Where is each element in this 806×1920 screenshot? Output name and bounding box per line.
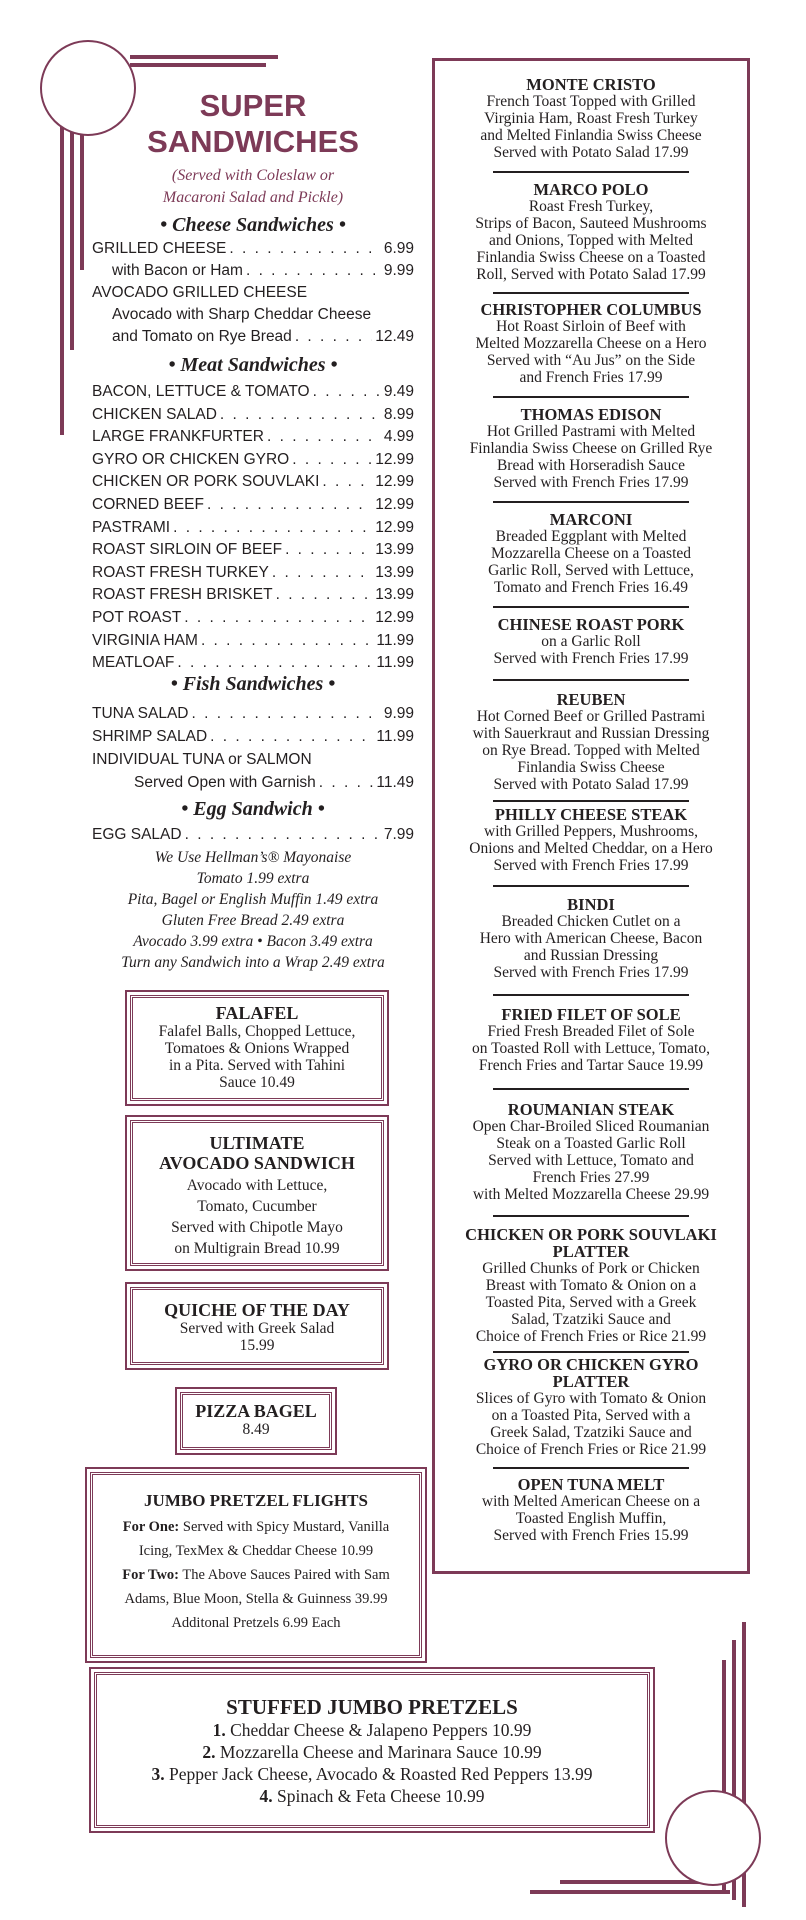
item-name: ROAST SIRLOIN OF BEEF [92, 541, 283, 559]
special-item [435, 896, 747, 981]
special-item [435, 181, 747, 283]
flight-for-two-line-1 [93, 1563, 419, 1587]
special-desc-line: Greek Salad, Tzatziki Sauce and [490, 1424, 692, 1441]
special-desc-line: on Toasted Roll with Lettuce, Tomato, [472, 1040, 710, 1057]
special-divider [493, 1215, 689, 1217]
special-desc-line: Open Char-Broiled Sliced Roumanian [472, 1118, 710, 1135]
top-left-deco-bar-1 [130, 55, 278, 59]
menu-item-row [92, 652, 414, 674]
item-number: 2. [202, 1742, 216, 1762]
pretzel-flights-title: JUMBO PRETZEL FLIGHTS [144, 1491, 368, 1510]
special-title [435, 1476, 747, 1493]
special-item [435, 806, 747, 874]
item-price: 9.99 [383, 262, 414, 279]
avocado-box-title-1: ULTIMATE [209, 1133, 305, 1153]
item-price: 12.99 [375, 496, 414, 513]
item-name: VIRGINIA HAM [92, 631, 198, 649]
for-one-label: For One: [122, 1519, 180, 1535]
special-title [435, 1356, 747, 1390]
item-price: 12.49 [375, 328, 414, 345]
special-title-line: REUBEN [556, 690, 626, 709]
item-number: 3. [151, 1764, 165, 1784]
special-title-line: THOMAS EDISON [520, 405, 662, 424]
special-desc-line: Hot Roast Sirloin of Beef with [496, 318, 686, 335]
title-line-1: SUPER [199, 88, 307, 123]
special-desc-line: Salad, Tzatziki Sauce and [511, 1311, 671, 1328]
extra-note: Turn any Sandwich into a Wrap 2.49 extra [121, 954, 385, 971]
avocado-box-line: on Multigrain Bread 10.99 [174, 1240, 340, 1257]
item-price: 12.99 [375, 450, 414, 468]
stuffed-pretzel-item [97, 1719, 647, 1741]
special-divider [493, 1351, 689, 1353]
stuffed-pretzel-item [97, 1741, 647, 1763]
flight-for-one-line-1 [93, 1515, 419, 1539]
menu-item-row [92, 726, 414, 748]
menu-item-row [92, 449, 414, 471]
pizza-bagel-title: PIZZA BAGEL [195, 1401, 317, 1421]
menu-item-row [92, 381, 414, 403]
special-desc-line: Mozzarella Cheese on a Toasted [490, 545, 692, 562]
special-desc-line: with Melted American Cheese on a [481, 1493, 701, 1510]
special-item [435, 691, 747, 793]
special-desc-line: Grilled Chunks of Pork or Chicken [482, 1260, 700, 1277]
item-text: Spinach & Feta Cheese 10.99 [272, 1786, 485, 1806]
stuffed-pretzel-item [97, 1785, 647, 1807]
special-desc-line: Served with Potato Salad 17.99 [493, 144, 689, 161]
special-title-line: ROUMANIAN STEAK [507, 1100, 675, 1119]
subtitle-line-1: (Served with Coleslaw or [171, 167, 335, 184]
stuffed-pretzel-item [97, 1763, 647, 1785]
special-divider [493, 800, 689, 802]
stuffed-pretzels-box [94, 1672, 650, 1828]
special-item [435, 406, 747, 491]
item-name: CHICKEN SALAD [92, 405, 217, 423]
pretzel-flights-box [90, 1472, 422, 1658]
flight-for-one-line-2: Icing, TexMex & Cheddar Cheese 10.99 [138, 1543, 374, 1559]
menu-item-row [92, 630, 414, 652]
item-name: MEATLOAF [92, 654, 175, 672]
special-desc-line: Tomato and French Fries 16.49 [494, 579, 688, 596]
special-item [435, 76, 747, 161]
avocado-grilled-cheese-name: AVOCADO GRILLED CHEESE [92, 284, 308, 301]
special-title-line: FRIED FILET OF SOLE [501, 1005, 681, 1024]
special-divider [493, 606, 689, 608]
egg-heading: • Egg Sandwich • [181, 798, 325, 820]
item-number: 4. [259, 1786, 273, 1806]
special-desc-line: Choice of French Fries or Rice 21.99 [475, 1441, 707, 1458]
item-name: POT ROAST [92, 609, 182, 626]
special-title [435, 511, 747, 528]
special-item [435, 1476, 747, 1544]
special-desc-line: Garlic Roll, Served with Lettuce, [488, 562, 694, 579]
ultimate-avocado-box [130, 1120, 384, 1266]
special-desc-line: Finlandia Swiss Cheese on a Toasted [476, 249, 706, 266]
item-name: GYRO OR CHICKEN GYRO [92, 450, 290, 468]
special-title-line: MONTE CRISTO [526, 75, 656, 94]
item-price: 11.99 [376, 728, 414, 745]
special-desc-line: Melted Mozzarella Cheese on a Hero [475, 335, 707, 352]
item-text: Pepper Jack Cheese, Avocado & Roasted Red Peppers 13.99 [164, 1764, 593, 1784]
item-name: TUNA SALAD [92, 705, 189, 722]
individual-tuna-name: INDIVIDUAL TUNA or SALMON [92, 751, 312, 768]
special-divider [493, 1467, 689, 1469]
special-divider [493, 1088, 689, 1090]
quiche-line: Served with Greek Salad [179, 1320, 335, 1337]
special-title-line: MARCONI [549, 510, 633, 529]
menu-item-row [92, 238, 414, 260]
special-desc-line: on a Garlic Roll [541, 633, 641, 650]
special-title [435, 301, 747, 318]
top-left-deco-bar-2 [130, 63, 266, 67]
meat-heading: • Meat Sandwiches • [168, 354, 338, 376]
for-two-label: For Two: [122, 1567, 180, 1583]
item-name: with Bacon or Ham [112, 262, 243, 279]
special-title-line: CHRISTOPHER COLUMBUS [480, 300, 702, 319]
menu-item-row [92, 584, 414, 606]
item-price: 4.99 [383, 428, 414, 446]
special-divider [493, 396, 689, 398]
special-desc-line: Toasted English Muffin, [515, 1510, 667, 1527]
special-title [435, 181, 747, 198]
special-divider [493, 501, 689, 503]
menu-item-row [92, 404, 414, 426]
menu-item-row [92, 824, 414, 846]
avocado-box-title-2: AVOCADO SANDWICH [159, 1153, 355, 1173]
special-title-line: PLATTER [552, 1372, 630, 1391]
special-desc-line: Breaded Eggplant with Melted [495, 528, 687, 545]
specials-panel [432, 58, 750, 1574]
special-desc-line: Virginia Ham, Roast Fresh Turkey [484, 110, 698, 127]
item-name: GRILLED CHEESE [92, 240, 227, 257]
item-text: Mozzarella Cheese and Marinara Sauce 10.99 [215, 1742, 542, 1762]
menu-item-row [112, 326, 414, 348]
item-price: 6.99 [383, 240, 414, 257]
special-desc-line: Breast with Tomato & Onion on a [485, 1277, 697, 1294]
special-item [435, 1006, 747, 1074]
special-desc-line: French Toast Topped with Grilled [486, 93, 696, 110]
special-divider [493, 994, 689, 996]
special-desc-line: Onions and Melted Cheddar, on a Hero [469, 840, 713, 857]
extra-note: Avocado 3.99 extra • Bacon 3.49 extra [133, 933, 373, 950]
item-number: 1. [212, 1720, 226, 1740]
special-title [435, 616, 747, 633]
item-text: Cheddar Cheese & Jalapeno Peppers 10.99 [225, 1720, 532, 1740]
special-desc-line: Served with French Fries 17.99 [493, 857, 689, 874]
avocado-box-line: Tomato, Cucumber [197, 1198, 317, 1215]
special-desc-line: Hot Grilled Pastrami with Melted [486, 423, 696, 440]
item-price: 13.99 [375, 563, 414, 581]
avocado-box-line: Avocado with Lettuce, [186, 1177, 328, 1194]
item-price: 12.99 [375, 518, 414, 536]
special-title-line: MARCO POLO [533, 180, 649, 199]
special-title [435, 1226, 747, 1260]
special-desc-line: Slices of Gyro with Tomato & Onion [475, 1390, 707, 1407]
pizza-bagel-price: 8.49 [242, 1421, 270, 1438]
menu-item-row [92, 703, 414, 725]
falafel-box [130, 995, 384, 1101]
item-price: 11.49 [376, 774, 414, 791]
item-price: 12.99 [375, 473, 414, 491]
menu-item-row [92, 539, 414, 561]
menu-item-row [92, 426, 414, 448]
special-title-line: BINDI [567, 895, 615, 914]
special-desc-line: with Grilled Peppers, Mushrooms, [484, 823, 698, 840]
special-desc-line: Fried Fresh Breaded Filet of Sole [487, 1023, 695, 1040]
menu-item-row [134, 772, 414, 794]
special-desc-line: and French Fries 17.99 [519, 369, 663, 386]
quiche-title: QUICHE OF THE DAY [164, 1300, 350, 1320]
menu-item-row [92, 607, 414, 629]
special-divider [493, 292, 689, 294]
special-desc-line: Served with “Au Jus” on the Side [486, 352, 696, 369]
special-desc-line: and Russian Dressing [523, 947, 659, 964]
special-desc-line: Served with French Fries 17.99 [493, 474, 689, 491]
title-line-2: SANDWICHES [147, 124, 359, 159]
item-price: 11.99 [376, 654, 414, 672]
special-item [435, 511, 747, 596]
special-desc-line: Toasted Pita, Served with a Greek [485, 1294, 697, 1311]
special-desc-line: Served with French Fries 17.99 [493, 964, 689, 981]
special-desc-line: Steak on a Toasted Garlic Roll [496, 1135, 686, 1152]
flight-for-two-line-2: Adams, Blue Moon, Stella & Guinness 39.99 [124, 1591, 388, 1607]
special-title-line: GYRO OR CHICKEN GYRO [483, 1355, 699, 1374]
special-title [435, 1006, 747, 1023]
special-desc-line: Served with Potato Salad 17.99 [493, 776, 689, 793]
item-name: SHRIMP SALAD [92, 728, 208, 745]
quiche-price: 15.99 [239, 1337, 275, 1354]
fish-heading: • Fish Sandwiches • [170, 673, 336, 695]
special-item [435, 616, 747, 667]
menu-item-row [92, 517, 414, 539]
special-title [435, 691, 747, 708]
special-desc-line: Hot Corned Beef or Grilled Pastrami [476, 708, 706, 725]
avocado-grilled-cheese-desc: Avocado with Sharp Cheddar Cheese [112, 306, 372, 323]
menu-item-row [92, 562, 414, 584]
item-price: 8.99 [383, 405, 414, 423]
special-desc-line: on a Toasted Pita, Served with a [491, 1407, 691, 1424]
special-title-line: PHILLY CHEESE STEAK [494, 805, 688, 824]
special-title [435, 76, 747, 93]
item-name: EGG SALAD [92, 826, 182, 843]
extra-note: Tomato 1.99 extra [196, 870, 310, 887]
cheese-heading: • Cheese Sandwiches • [160, 214, 346, 236]
special-desc-line: Finlandia Swiss Cheese [517, 759, 665, 776]
item-name: LARGE FRANKFURTER [92, 428, 264, 446]
menu-item-row [112, 260, 414, 282]
menu-item-row [92, 471, 414, 493]
falafel-line: in a Pita. Served with Tahini [169, 1057, 345, 1074]
special-desc-line: with Sauerkraut and Russian Dressing [472, 725, 710, 742]
item-price: 13.99 [375, 541, 414, 559]
for-one-text: Served with Spicy Mustard, Vanilla [179, 1519, 390, 1535]
special-desc-line: Served with Lettuce, Tomato and [488, 1152, 694, 1169]
special-desc-line: French Fries and Tartar Sauce 19.99 [478, 1057, 704, 1074]
item-price: 9.99 [383, 705, 414, 722]
item-price: 7.99 [383, 826, 414, 843]
for-two-text: The Above Sauces Paired with Sam [179, 1567, 390, 1583]
special-title [435, 806, 747, 823]
item-price: 13.99 [375, 586, 414, 604]
special-title [435, 406, 747, 423]
special-desc-line: French Fries 27.99 [532, 1169, 650, 1186]
special-item [435, 301, 747, 386]
special-desc-line: on Rye Bread. Topped with Melted [482, 742, 700, 759]
special-desc-line: Served with French Fries 15.99 [493, 1527, 689, 1544]
falafel-line: Tomatoes & Onions Wrapped [164, 1040, 350, 1057]
item-name: CORNED BEEF [92, 496, 204, 513]
extra-note: Pita, Bagel or English Muffin 1.49 extra [127, 891, 379, 908]
special-title-line: CHICKEN OR PORK SOUVLAKI [465, 1225, 717, 1244]
special-desc-line: Served with French Fries 17.99 [493, 650, 689, 667]
stuffed-pretzels-title: STUFFED JUMBO PRETZELS [226, 1695, 518, 1719]
special-divider [493, 885, 689, 887]
item-price: 9.49 [383, 383, 414, 400]
special-desc-line: Strips of Bacon, Sauteed Mushrooms [475, 215, 707, 232]
special-title [435, 896, 747, 913]
item-desc: Served Open with Garnish [134, 774, 316, 791]
mayo-note: We Use Hellman’s® Mayonaise [154, 849, 352, 866]
additional-pretzels: Additonal Pretzels 6.99 Each [171, 1615, 341, 1631]
bottom-right-deco-bar-4 [530, 1890, 730, 1894]
special-desc-line: Roll, Served with Potato Salad 17.99 [476, 266, 706, 283]
extra-note: Gluten Free Bread 2.49 extra [161, 912, 345, 929]
item-name: ROAST FRESH TURKEY [92, 563, 269, 581]
special-desc-line: Roast Fresh Turkey, [528, 198, 654, 215]
falafel-line: Sauce 10.49 [219, 1074, 295, 1091]
pizza-bagel-box [180, 1392, 332, 1450]
special-title-line: PLATTER [552, 1242, 630, 1261]
special-desc-line: and Onions, Topped with Melted [489, 232, 693, 249]
special-desc-line: Hero with American Cheese, Bacon [479, 930, 703, 947]
quiche-box [130, 1287, 384, 1365]
item-name: ROAST FRESH BRISKET [92, 586, 273, 604]
falafel-title: FALAFEL [215, 1003, 299, 1023]
item-name: BACON, LETTUCE & TOMATO [92, 383, 310, 400]
special-desc-line: Bread with Horseradish Sauce [496, 457, 686, 474]
menu-title [0, 88, 506, 160]
special-item [435, 1356, 747, 1458]
special-title-line: CHINESE ROAST PORK [497, 615, 685, 634]
special-desc-line: Finlandia Swiss Cheese on Grilled Rye [469, 440, 713, 457]
item-price: 12.99 [375, 609, 414, 626]
special-divider [493, 679, 689, 681]
item-name: CHICKEN OR PORK SOUVLAKI [92, 473, 320, 491]
special-desc-line: and Melted Finlandia Swiss Cheese [480, 127, 702, 144]
subtitle-line-2: Macaroni Salad and Pickle) [162, 189, 344, 206]
item-name: PASTRAMI [92, 518, 171, 536]
bottom-right-deco-circle [665, 1790, 761, 1886]
item-price: 11.99 [376, 631, 414, 649]
menu-item-row [92, 494, 414, 516]
item-desc: and Tomato on Rye Bread [112, 328, 292, 345]
avocado-box-line: Served with Chipotle Mayo [171, 1219, 343, 1236]
special-item [435, 1101, 747, 1203]
special-desc-line: Choice of French Fries or Rice 21.99 [475, 1328, 707, 1345]
special-title [435, 1101, 747, 1118]
special-item [435, 1226, 747, 1345]
special-title-line: OPEN TUNA MELT [517, 1475, 665, 1494]
menu-subtitle [0, 165, 506, 209]
special-divider [493, 171, 689, 173]
special-desc-line: Breaded Chicken Cutlet on a [501, 913, 681, 930]
special-desc-line: with Melted Mozzarella Cheese 29.99 [472, 1186, 710, 1203]
falafel-line: Falafel Balls, Chopped Lettuce, [158, 1023, 356, 1040]
